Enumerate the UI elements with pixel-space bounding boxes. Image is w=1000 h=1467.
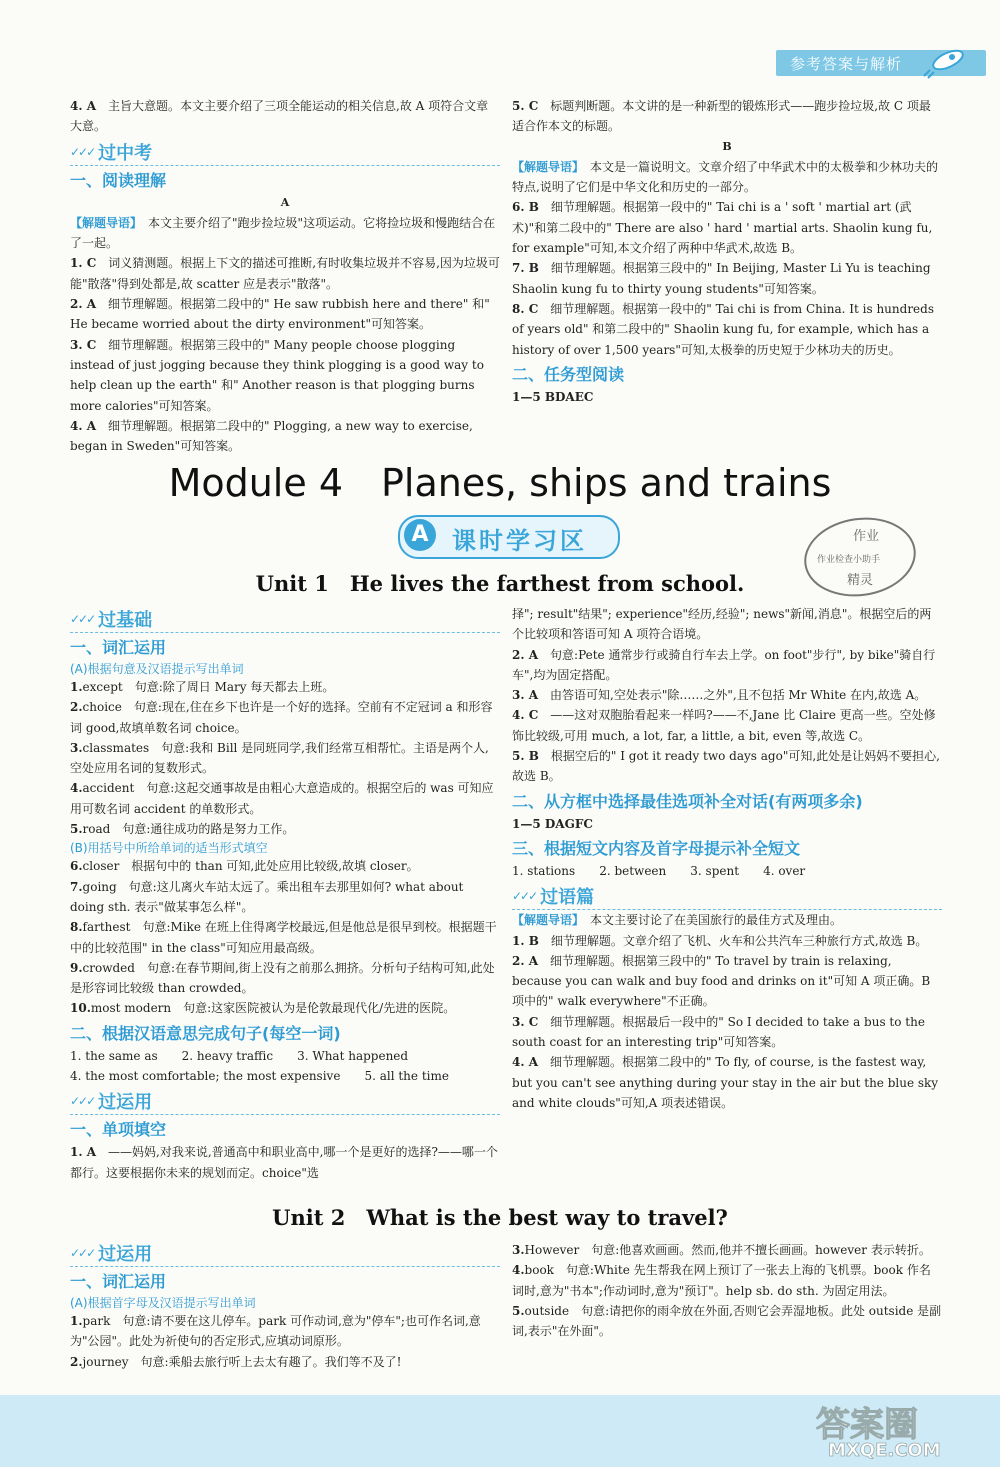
answer-item: 6. B 细节理解题。根据第一段中的" Tai chi is a ' soft ' martial art (武术)"和第二段中的" There are also ' hard ' martial arts. Shaolin kung fu, for example"可知,本文介绍了两种中华武术,故选 B。 — [512, 200, 933, 256]
answer-item: 3.classmates 句意:我和 Bill 是同班同学,我们经常互相帮忙。主语是两个人,空处应用名词的复数形式。 — [70, 740, 489, 776]
hint-b: (B)用括号中所给单词的适当形式填空 — [70, 841, 268, 856]
sentence-answers-row: 4. the most comfortable; the most expensive 5. all the time — [70, 1069, 449, 1084]
watermark-logo — [810, 1400, 990, 1460]
answer-item: 5.road 句意:通往成功的路是努力工作。 — [70, 822, 295, 837]
section-title-usage: ✓✓✓ 过运用 — [70, 1240, 500, 1267]
zone-badge — [398, 515, 620, 559]
top-left-column — [70, 96, 500, 456]
answer-item: 4. C ——这对双胞胎看起来一样吗?——不,Jane 比 Claire 更高一些。空处修饰比较级,可用 much, a lot, far, a little, a bit, even 等,故选 C。 — [512, 708, 936, 743]
subsection-vocab: 一、词汇运用 — [70, 1272, 167, 1291]
subsection-cloze: 三、根据短文内容及首字母提示补全短文 — [512, 838, 801, 858]
subsection-sentences: 二、根据汉语意思完成句子(每空一词) — [70, 1023, 341, 1043]
answer-item: 7. B 细节理解题。根据第三段中的" In Beijing, Master Li Yu is teaching Shaolin kung fu to thirty young students"可知答案。 — [512, 261, 931, 296]
answer-item: 1. A ——妈妈,对我来说,普通高中和职业高中,哪一个是更好的选择?——哪一个都行。这要根据你未来的规划而定。choice"选 — [70, 1145, 498, 1180]
unit2-right-column — [512, 1240, 942, 1341]
answer-item: 4.book 句意:White 先生帮我在网上预订了一张去上海的飞机票。book 作名词时,意为"书本";作动词时,意为"预订"。help sb. do sth. 为固定用法。 — [512, 1263, 931, 1298]
stamp-top: 作业 — [853, 529, 880, 544]
top-right-column — [512, 96, 942, 407]
answer-item: 2. A 句意:Pete 通常步行或骑自行车去上学。on foot"步行", by bike"骑自行车",均为固定搭配。 — [512, 647, 936, 682]
answer-item: 3. C 细节理解题。根据最后一段中的" So I decided to take a bus to the south coast for an interesting trip"可知答案。 — [512, 1014, 925, 1050]
hint-a: (A)根据首字母及汉语提示写出单词 — [70, 1296, 256, 1310]
guide-text: 【解题导语】 本文是一篇说明文。文章介绍了中华武术中的太极拳和少林功夫的特点,说明了它们是中华文化和历史的一部分。 — [512, 159, 939, 195]
hint-a: (A)根据句意及汉语提示写出单词 — [70, 662, 244, 676]
answer-item: 1. B 细节理解题。文章介绍了飞机、火车和公共汽车三种旅行方式,故选 B。 — [512, 933, 928, 948]
answer-item: 8.farthest 句意:Mike 在班上住得离学校最远,但是他总是很早到校。根据题干中的比较范围" in the class"可知应用最高级。 — [70, 920, 497, 955]
stamp-bottom: 精灵 — [847, 573, 874, 588]
header-label: 参考答案与解析 — [790, 55, 903, 73]
answer-item: 5. B 根据空后的" I got it ready two days ago"可知,此处是让妈妈不要担心,故选 B。 — [512, 749, 940, 784]
passage-letter: A — [280, 195, 290, 209]
answer-item: 3.However 句意:他喜欢画画。然而,他并不擅长画画。however 表示转折。 — [512, 1243, 931, 1257]
answer-item: 8. C 细节理解题。根据第一段中的" Tai chi is from China. It is hundreds of years old" 和第二段中的" Shaolin kung fu, for example, which has a history of over 1,500 years"可知,太极拳的历史短于少林功夫的历史。 — [512, 301, 934, 357]
answer-item: 10.most modern 句意:这家医院被认为是伦敦最现代化/先进的医院。 — [70, 1001, 456, 1016]
subsection-vocab: 一、词汇运用 — [70, 638, 167, 657]
answer-key: 1—5 BDAEC — [512, 389, 594, 404]
rocket-icon — [920, 44, 970, 80]
answer-item: 7.going 句意:这儿离火车站太远了。乘出租车去那里如何? what about doing sth. 表示"做某事怎么样"。 — [70, 879, 464, 914]
watermark-line2: MXQE.COM — [828, 1440, 941, 1460]
answer-item: 2. A 细节理解题。根据第二段中的" He saw rubbish here and there" 和" He became worried about the dirty environment"可知答案。 — [70, 297, 490, 332]
answer-item: 2.journey 句意:乘船去旅行听上去太有趣了。我们等不及了! — [70, 1354, 402, 1369]
answer-item: 1.park 句意:请不要在这儿停车。park 可作动词,意为"停车";也可作名词,意为"公园"。此处为祈使句的否定形式,应填动词原形。 — [70, 1314, 481, 1349]
answer-item: 4. A 主旨大意题。本文主要介绍了三项全能运动的相关信息,故 A 项符合文章大意。 — [70, 99, 489, 134]
guide-text: 【解题导语】 本文主要介绍了"跑步捡垃圾"这项运动。它将捡垃圾和慢跑结合在了一起。 — [70, 215, 496, 251]
answer-item: 4. A 细节理解题。根据第二段中的" To fly, of course, is the fastest way, but you can't see anything during your stay in the air but the blue sky and white clouds"可知,A 项表述错误。 — [512, 1055, 939, 1110]
answer-item: 2.choice 句意:现在,住在乡下也许是一个好的选择。空前有不定冠词 a 和形容词 good,故填单数名词 choice。 — [70, 700, 493, 735]
answer-item: 3. A 由答语可知,空处表示"除……之外",且不包括 Mr White 在内,故选 A。 — [512, 688, 927, 703]
answer-item: 5. C 标题判断题。本文讲的是一种新型的锻炼形式——跑步捡垃圾,故 C 项最适合作本文的标题。 — [512, 99, 931, 134]
answer-item: 2. A 细节理解题。根据第三段中的" To travel by train is relaxing, because you can walk and buy food and drinks on it"可知 A 项正确。B 项中的" walk everywhere"不正确。 — [512, 953, 931, 1009]
stamp-mid: 作业检查小助手 — [817, 555, 881, 565]
cloze-answers: 1. stations 2. between 3. spent 4. over — [512, 863, 806, 878]
subsection-task-reading: 二、任务型阅读 — [512, 364, 625, 384]
sentence-answers-row: 1. the same as 2. heavy traffic 3. What happened — [70, 1048, 409, 1063]
section-title-passage: ✓✓✓ 过语篇 — [512, 883, 942, 910]
answer-item: 5.outside 句意:请把你的雨伞放在外面,否则它会弄湿地板。此处 outside 是副词,表示"在外面"。 — [512, 1303, 942, 1339]
subsection-single-choice: 一、单项填空 — [70, 1120, 167, 1140]
subsection-dialogue: 二、从方框中选择最佳选项补全对话(有两项多余) — [512, 791, 863, 811]
zone-text: 课时学习区 — [452, 527, 587, 555]
passage-letter: B — [722, 139, 732, 153]
answer-item: 3. C 细节理解题。根据第三段中的" Many people choose plogging instead of just jogging because they think plogging is a good way to help clean up the earth" 和" Another reason is that plogging burns more calories"可知答案。 — [70, 337, 484, 413]
unit1-right-column — [512, 604, 942, 1113]
answer-item: 1.except 句意:除了周日 Mary 每天都去上班。 — [70, 680, 335, 694]
unit1-title: Unit 1 He lives the farthest from school. — [255, 571, 745, 596]
unit2-left-column — [70, 1238, 500, 1372]
zone-letter: A — [404, 519, 436, 551]
unit1-left-column — [70, 604, 500, 1183]
section-title-usage: ✓✓✓ 过运用 — [70, 1088, 500, 1115]
guide-text: 【解题导语】 本文主要讨论了在美国旅行的最佳方式及理由。 — [512, 913, 843, 928]
answer-item: 6.closer 根据句中的 than 可知,此处应用比较级,故填 closer。 — [70, 859, 419, 874]
subsection-reading: 一、阅读理解 — [70, 170, 167, 190]
answer-item: 1. C 词义猜测题。根据上下文的描述可推断,有时收集垃圾并不容易,因为垃圾可能"散落"得到处都是,故 scatter 应是表示"散落"。 — [70, 256, 500, 291]
section-title-exam: ✓✓✓ 过中考 — [70, 139, 500, 166]
answer-item: 择"; result"结果"; experience"经历,经验"; news"新闻,消息"。根据空后的两个比较项和答语可知 A 项符合语境。 — [512, 607, 932, 642]
answer-item: 4.accident 句意:这起交通事故是由粗心大意造成的。根据空后的 was 可知应用可数名词 accident 的单数形式。 — [70, 781, 494, 816]
answer-item: 9.crowded 句意:在春节期间,街上没有之前那么拥挤。分析句子结构可知,此处是形容词比较级 than crowded。 — [70, 960, 495, 996]
answer-key: 1—5 DAGFC — [512, 816, 593, 831]
section-title-basics: ✓✓✓ 过基础 — [70, 606, 500, 633]
answer-item: 4. A 细节理解题。根据第二段中的" Plogging, a new way to exercise, began in Sweden"可知答案。 — [70, 418, 473, 454]
unit2-title: Unit 2 What is the best way to travel? — [272, 1205, 728, 1230]
page-header — [0, 0, 1000, 90]
watermark-line1: 答案圈 — [816, 1405, 918, 1445]
module-title: Module 4 Planes, ships and trains — [168, 461, 832, 505]
